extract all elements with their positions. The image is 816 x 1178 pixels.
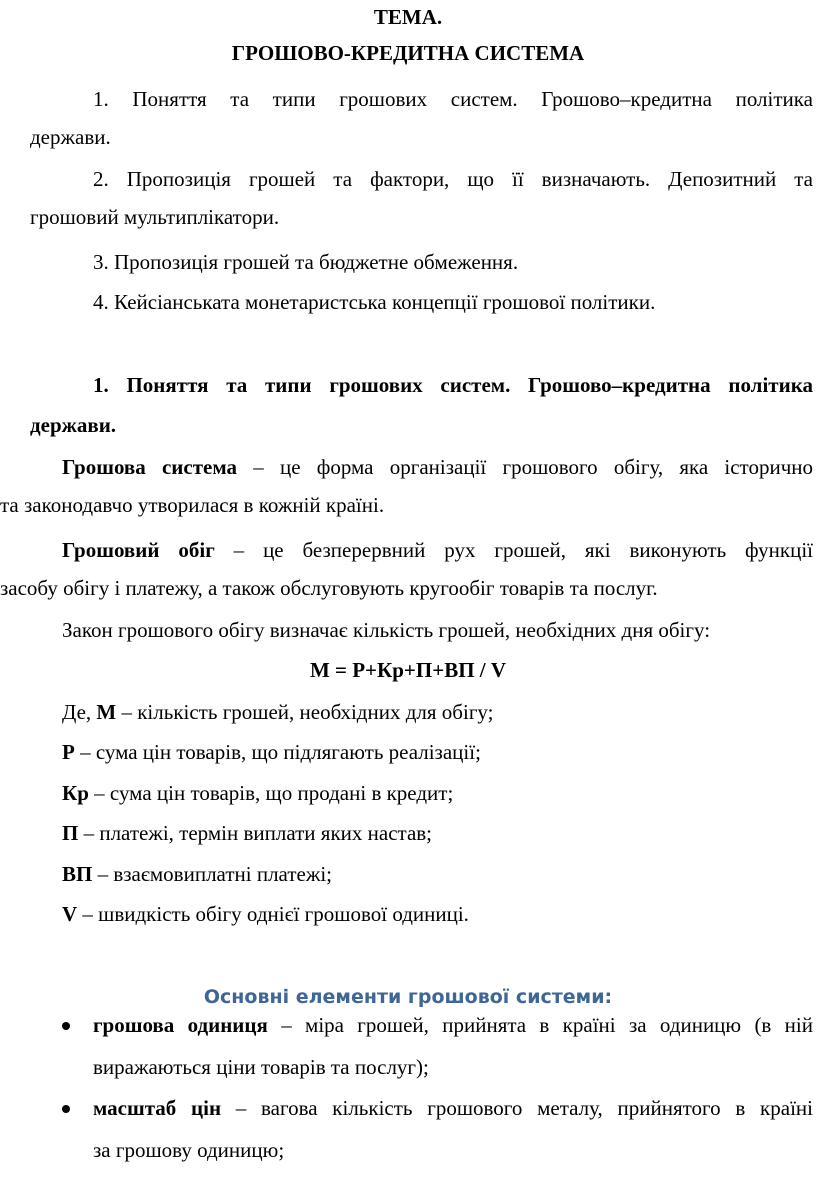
plan-item-3: 3. Пропозиція грошей та бюджетне обмеження. bbox=[93, 250, 519, 274]
legend-item-vp bbox=[62, 861, 332, 887]
money-system-text: – це форма організації грошового обігу, яка історично bbox=[237, 455, 813, 479]
circulation-definition-line2: засобу обігу і платежу, а також обслуговують кругообіг товарів та послуг. bbox=[0, 576, 658, 600]
legend-description: – платежі, термін виплати яких настав; bbox=[78, 821, 433, 845]
bullet-item-1-line2: виражаються ціни товарів та послуг); bbox=[93, 1055, 429, 1079]
legend-description: – сума цін товарів, що продані в кредит; bbox=[88, 781, 454, 805]
plan-item-2-line2: грошовий мультиплікатори. bbox=[30, 205, 280, 229]
legend-symbol: V bbox=[62, 902, 78, 926]
legend-item-p bbox=[62, 739, 481, 765]
circulation-term: Грошовий обіг bbox=[62, 538, 215, 562]
section-heading-line1: 1. Поняття та типи грошових систем. Грошово–кредитна політика bbox=[93, 373, 813, 397]
plan-item-4: 4. Кейсіанськата монетаристська концепції грошової політики. bbox=[93, 290, 656, 314]
bullet-text: – вагова кількість грошового металу, прийнятого в країні bbox=[221, 1096, 813, 1120]
money-system-definition-line1 bbox=[62, 454, 813, 480]
legend-symbol: Р bbox=[62, 740, 75, 764]
legend-description: – взаємовиплатні платежі; bbox=[92, 862, 332, 886]
legend-symbol: П bbox=[62, 821, 79, 845]
money-system-term: Грошова система bbox=[62, 455, 238, 479]
legend-prefix: Де, bbox=[62, 700, 97, 724]
bullet-item-2-line2: за грошову одиницю; bbox=[93, 1138, 285, 1162]
bullet-icon bbox=[60, 1103, 72, 1115]
circulation-definition-line1 bbox=[62, 537, 813, 563]
legend-description: – кількість грошей, необхідних для обігу; bbox=[116, 700, 494, 724]
bullet-item-2-line1 bbox=[93, 1095, 813, 1121]
elements-heading: Основні елементи грошової системи: bbox=[203, 986, 613, 1008]
legend-item-pl bbox=[62, 820, 432, 846]
bullet-term: масштаб цін bbox=[93, 1096, 222, 1120]
bullet-icon bbox=[60, 1020, 72, 1032]
money-system-definition-line2: та законодавчо утворилася в кожній країні. bbox=[0, 493, 385, 517]
legend-item-kr bbox=[62, 780, 453, 806]
plan-item-1-line2: держави. bbox=[30, 125, 111, 149]
law-statement: Закон грошового обігу визначає кількість грошей, необхідних дня обігу: bbox=[62, 618, 711, 642]
bullet-text: – міра грошей, прийнята в країні за одиницю (в ній bbox=[267, 1013, 813, 1037]
legend-description: – швидкість обігу однієї грошової одиниці. bbox=[77, 902, 469, 926]
legend-symbol: ВП bbox=[62, 862, 93, 886]
legend-symbol: Кр bbox=[62, 781, 89, 805]
topic-label: ТЕМА. bbox=[373, 5, 443, 29]
formula: М = Р+Кр+П+ВП / V bbox=[309, 658, 507, 682]
bullet-term: грошова одиниця bbox=[93, 1013, 268, 1037]
bullet-item-1-line1 bbox=[93, 1012, 813, 1038]
legend-symbol: М bbox=[96, 700, 117, 724]
plan-item-1-line1: 1. Поняття та типи грошових систем. Грошово–кредитна політика bbox=[93, 87, 813, 111]
legend-item-v bbox=[62, 901, 469, 927]
plan-item-2-line1: 2. Пропозиція грошей та фактори, що її визначають. Депозитний та bbox=[93, 167, 813, 191]
section-heading-line2: держави. bbox=[30, 413, 117, 437]
legend-item-m bbox=[62, 699, 494, 725]
legend-description: – сума цін товарів, що підлягають реалізації; bbox=[74, 740, 481, 764]
circulation-text: – це безперервний рух грошей, які виконують функції bbox=[214, 538, 813, 562]
page-title: ГРОШОВО-КРЕДИТНА СИСТЕМА bbox=[231, 41, 585, 65]
